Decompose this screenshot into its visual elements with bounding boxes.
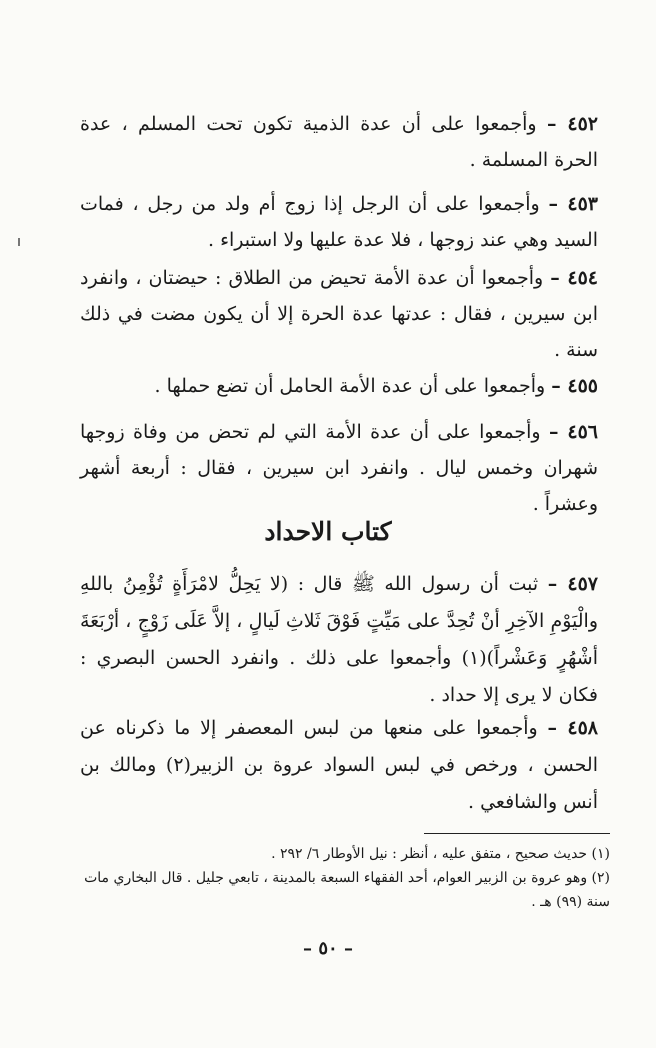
ruling-457 xyxy=(80,566,598,714)
page-number: – ٥٠ – xyxy=(303,938,353,959)
ruling-text: وأجمعوا على أن عدة الأمة التي لم تحض من وفاة زوجها شهران وخمس ليال . وانفرد ابن سيرين ، فقال : أربعة أشهر وعشراً . xyxy=(80,421,598,515)
ruling-text: وأجمعوا على أن عدة الأمة الحامل أن تضع حملها . xyxy=(154,375,546,397)
ruling-text: وأجمعوا على أن الرجل إذا زوج أم ولد من رجل ، فمات السيد وهي عند زوجها ، فلا عدة عليها ولا استبراء . xyxy=(80,193,598,251)
footnote-2: (٢) وهو عروة بن الزبير العوام، أحد الفقهاء السبعة بالمدينة ، تابعي جليل . قال البخاري مات سنة (٩٩) هـ . xyxy=(84,870,610,910)
chapter-heading: كتاب الاحداد xyxy=(264,517,392,546)
footnote-1: (١) حديث صحيح ، متفق عليه ، أنظر : نيل الأوطار ٦/ ٢٩٢ . xyxy=(271,846,610,862)
ruling-number: ٤٥٣ – xyxy=(548,193,599,215)
ruling-number: ٤٥٦ – xyxy=(548,421,598,443)
ruling-number: ٤٥٥ – xyxy=(551,375,598,397)
ruling-text: ثبت أن رسول الله ﷺ قال : (لا يَحِلُّ لامْرَأَةٍ تُؤْمِنُ باللهِ والْيَوْمِ الآخِرِ أنْ تُحِدَّ على مَيِّتٍ فَوْقَ ثَلاثِ لَيالٍ ، إلاَّ عَلَى زَوْجٍ ، أرْبَعَةَ أشْهُرٍ وَعَشْراً)(١) وأجمعوا على ذلك . وانفرد الحسن البصري : فكان لا يرى إلا حداد . xyxy=(80,573,598,706)
ruling-text: وأجمعوا أن عدة الأمة تحيض من الطلاق : حيضتان ، وانفرد ابن سيرين ، فقال : عدتها عدة الحرة إلا أن يكون مضت في ذلك سنة . xyxy=(80,267,598,361)
ruling-number: ٤٥٧ – xyxy=(547,573,598,595)
ruling-455 xyxy=(80,368,598,404)
ruling-text: وأجمعوا على منعها من لبس المعصفر إلا ما ذكرناه عن الحسن ، ورخص في لبس السواد عروة بن الزبير(٢) ومالك بن أنس والشافعي . xyxy=(80,717,598,813)
footnotes xyxy=(80,842,610,914)
ruling-number: ٤٥٤ – xyxy=(550,267,598,289)
ruling-454 xyxy=(80,260,598,368)
ruling-453 xyxy=(80,186,598,258)
ruling-458 xyxy=(80,710,598,821)
ruling-number: ٤٥٢ – xyxy=(546,113,598,135)
ruling-number: ٤٥٨ – xyxy=(547,717,598,739)
ruling-456 xyxy=(80,414,598,522)
gutter-speck xyxy=(18,238,20,246)
ruling-text: وأجمعوا على أن عدة الذمية تكون تحت المسلم ، عدة الحرة المسلمة . xyxy=(80,113,598,171)
ruling-452 xyxy=(80,106,598,178)
footnote-divider xyxy=(424,833,610,834)
